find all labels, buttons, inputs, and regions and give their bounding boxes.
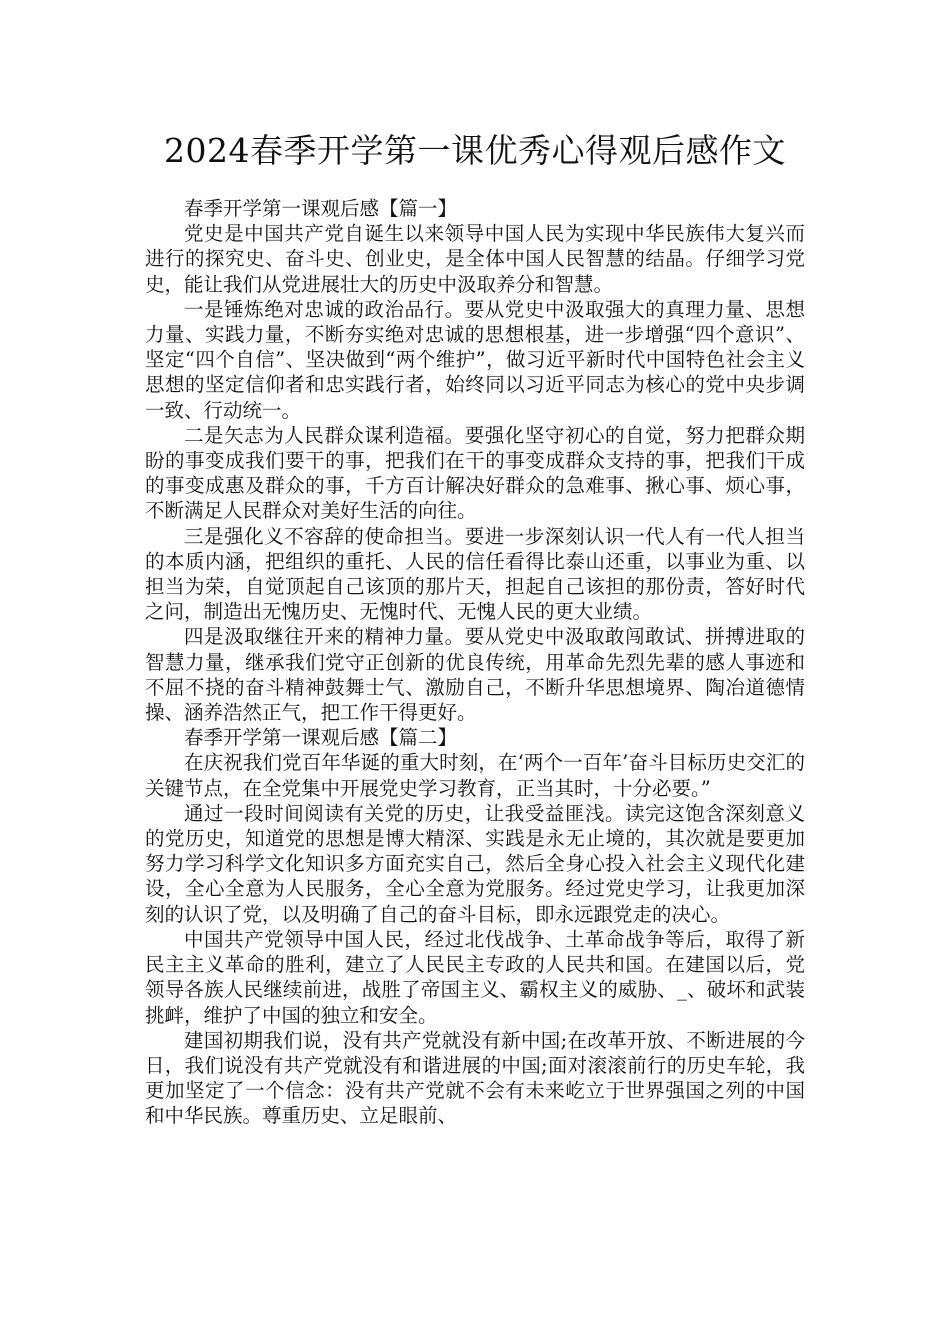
paragraph-reading: 通过一段时间阅读有关党的历史，让我受益匪浅。读完这饱含深刻意义的党历史，知道党的思想是博大精深、实践是永无止境的，其次就是要更加努力学习科学文化知识多方面充实自己，然后全身心投入社会主义现代化建设，全心全意为人民服务，全心全意为党服务。经过党史学习，让我更加深刻的认识了党，以及明确了自己的奋斗目标，即永远跟党走的决心。 <box>145 801 805 926</box>
paragraph-point-2: 二是矢志为人民群众谋利造福。要强化坚守初心的自觉，努力把群众期盼的事变成我们要干的事，把我们在干的事变成群众支持的事，把我们干成的事变成惠及群众的事，千方百计解决好群众的急难事、揪心事、烦心事，不断满足人民群众对美好生活的向往。 <box>145 423 805 523</box>
section-heading-1: 春季开学第一课观后感【篇一】 <box>184 197 458 220</box>
paragraph-intro: 党史是中国共产党自诞生以来领导中国人民为实现中华民族伟大复兴而进行的探究史、奋斗史、创业史，是全体中国人民智慧的结晶。仔细学习党史，能让我们从党进展壮大的历史中汲取养分和智慧。 <box>145 222 805 296</box>
paragraph-point-3: 三是强化义不容辞的使命担当。要进一步深刻认识一代人有一代人担当的本质内涵，把组织的重托、人民的信任看得比泰山还重，以事业为重、以担当为荣，自觉顶起自己该顶的那片天，担起自己该担的那份责，答好时代之问，制造出无愧历史、无愧时代、无愧人民的更大业绩。 <box>145 524 805 624</box>
section-heading-2: 春季开学第一课观后感【篇二】 <box>184 726 458 750</box>
paragraph-point-4: 四是汲取继往开来的精神力量。要从党史中汲取敢闯敢试、拼搏进取的智慧力量，继承我们党守正创新的优良传统，用革命先烈先辈的感人事迹和不屈不挠的奋斗精神鼓舞士气、激励自己，不断升华思想境界、陶冶道德情操、涵养浩然正气，把工作干得更好。 <box>145 625 805 725</box>
paragraph-history: 中国共产党领导中国人民，经过北伐战争、土革命战争等后，取得了新民主主义革命的胜利，建立了人民民主专政的人民共和国。在建国以后，党领导各族人民继续前进，战胜了帝国主义、霸权主义的威胁、_、破坏和武装挑衅，维护了中国的独立和安全。 <box>145 927 805 1027</box>
document-title: 2024春季开学第一课优秀心得观后感作文 <box>164 131 786 170</box>
paragraph-point-1: 一是锤炼绝对忠诚的政治品行。要从党史中汲取强大的真理力量、思想力量、实践力量，不断夯实绝对忠诚的思想根基，进一步增强“四个意识”、坚定“四个自信”、坚决做到“两个维护”，做习近平新时代中国特色社会主义思想的坚定信仰者和忠实践行者，始终同以习近平同志为核心的党中央步调一致、行动统一。 <box>145 297 805 422</box>
paragraph-quote: 在庆祝我们党百年华诞的重大时刻，在‘两个一百年’奋斗目标历史交汇的关键节点，在全党集中开展党史学习教育，正当其时，十分必要。” <box>145 751 805 800</box>
paragraph-belief: 建国初期我们说，没有共产党就没有新中国;在改革开放、不断进展的今日，我们说没有共产党就没有和谐进展的中国;面对滚滚前行的历史车轮，我更加坚定了一个信念：没有共产党就不会有未来屹立于世界强国之列的中国和中华民族。尊重历史、立足眼前、 <box>145 1028 805 1128</box>
document-page <box>145 128 805 1129</box>
